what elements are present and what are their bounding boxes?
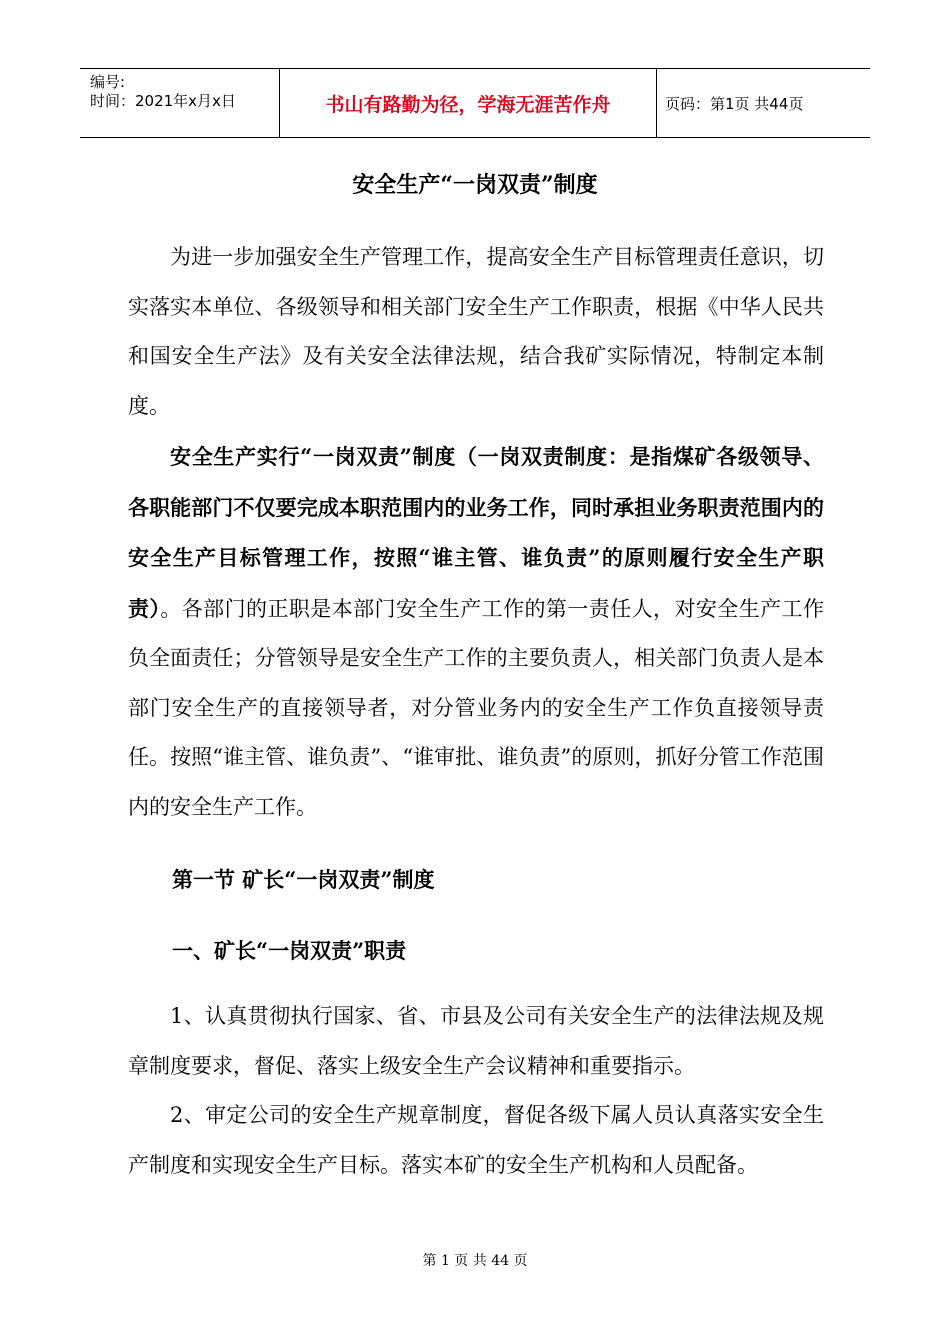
number-label: 编号: bbox=[90, 73, 126, 91]
page-info: 页码：第1页 共44页 bbox=[665, 94, 804, 113]
motto: 书山有路勤为径，学海无涯苦作舟 bbox=[280, 69, 657, 137]
date-label: 时间：2021年x月x日 bbox=[90, 92, 236, 110]
intro-paragraph: 为进一步加强安全生产管理工作，提高安全生产目标管理责任意识，切实落实本单位、各级领导和相关部门安全生产工作职责，根据《中华人民共和国安全生产法》及有关安全法律法规，结合我矿实际情况，特制定本制度。 bbox=[128, 245, 824, 418]
section-title: 第一节 矿长“一岗双责”制度 bbox=[172, 867, 435, 892]
document-title: 安全生产“一岗双责”制度 bbox=[352, 172, 598, 198]
page-footer: 第 1 页 共 44 页 bbox=[422, 1253, 528, 1269]
duty-item-2: 2、审定公司的安全生产规章制度，督促各级下属人员认真落实安全生产制度和实现安全生产目标。落实本矿的安全生产机构和人员配备。 bbox=[128, 1103, 824, 1177]
policy-paragraph bbox=[128, 432, 824, 832]
page-header bbox=[80, 68, 870, 138]
header-info-cell bbox=[80, 69, 280, 137]
policy-details: 。各部门的正职是本部门安全生产工作的第一责任人，对安全生产工作负全面责任；分管领导是安全生产工作的主要负责人，相关部门负责人是本部门安全生产的直接领导者，对分管业务内的安全生产工作负直接领导责任。按照“谁主管、谁负责”、“谁审批、谁负责”的原则，抓好分管工作范围内的安全生产工作。 bbox=[128, 596, 824, 819]
policy-definition: 安全生产实行“一岗双责”制度（一岗双责制度：是指煤矿各级领导、各职能部门不仅要完成本职范围内的业务工作，同时承担业务职责范围内的安全生产目标管理工作，按照“谁主管、谁负责”的原则履行安全生产职责） bbox=[128, 444, 824, 621]
duty-item-1: 1、认真贯彻执行国家、省、市县及公司有关安全生产的法律法规及规章制度要求，督促、落实上级安全生产会议精神和重要指示。 bbox=[128, 1004, 824, 1078]
subsection-title: 一、矿长“一岗双责”职责 bbox=[172, 938, 407, 963]
